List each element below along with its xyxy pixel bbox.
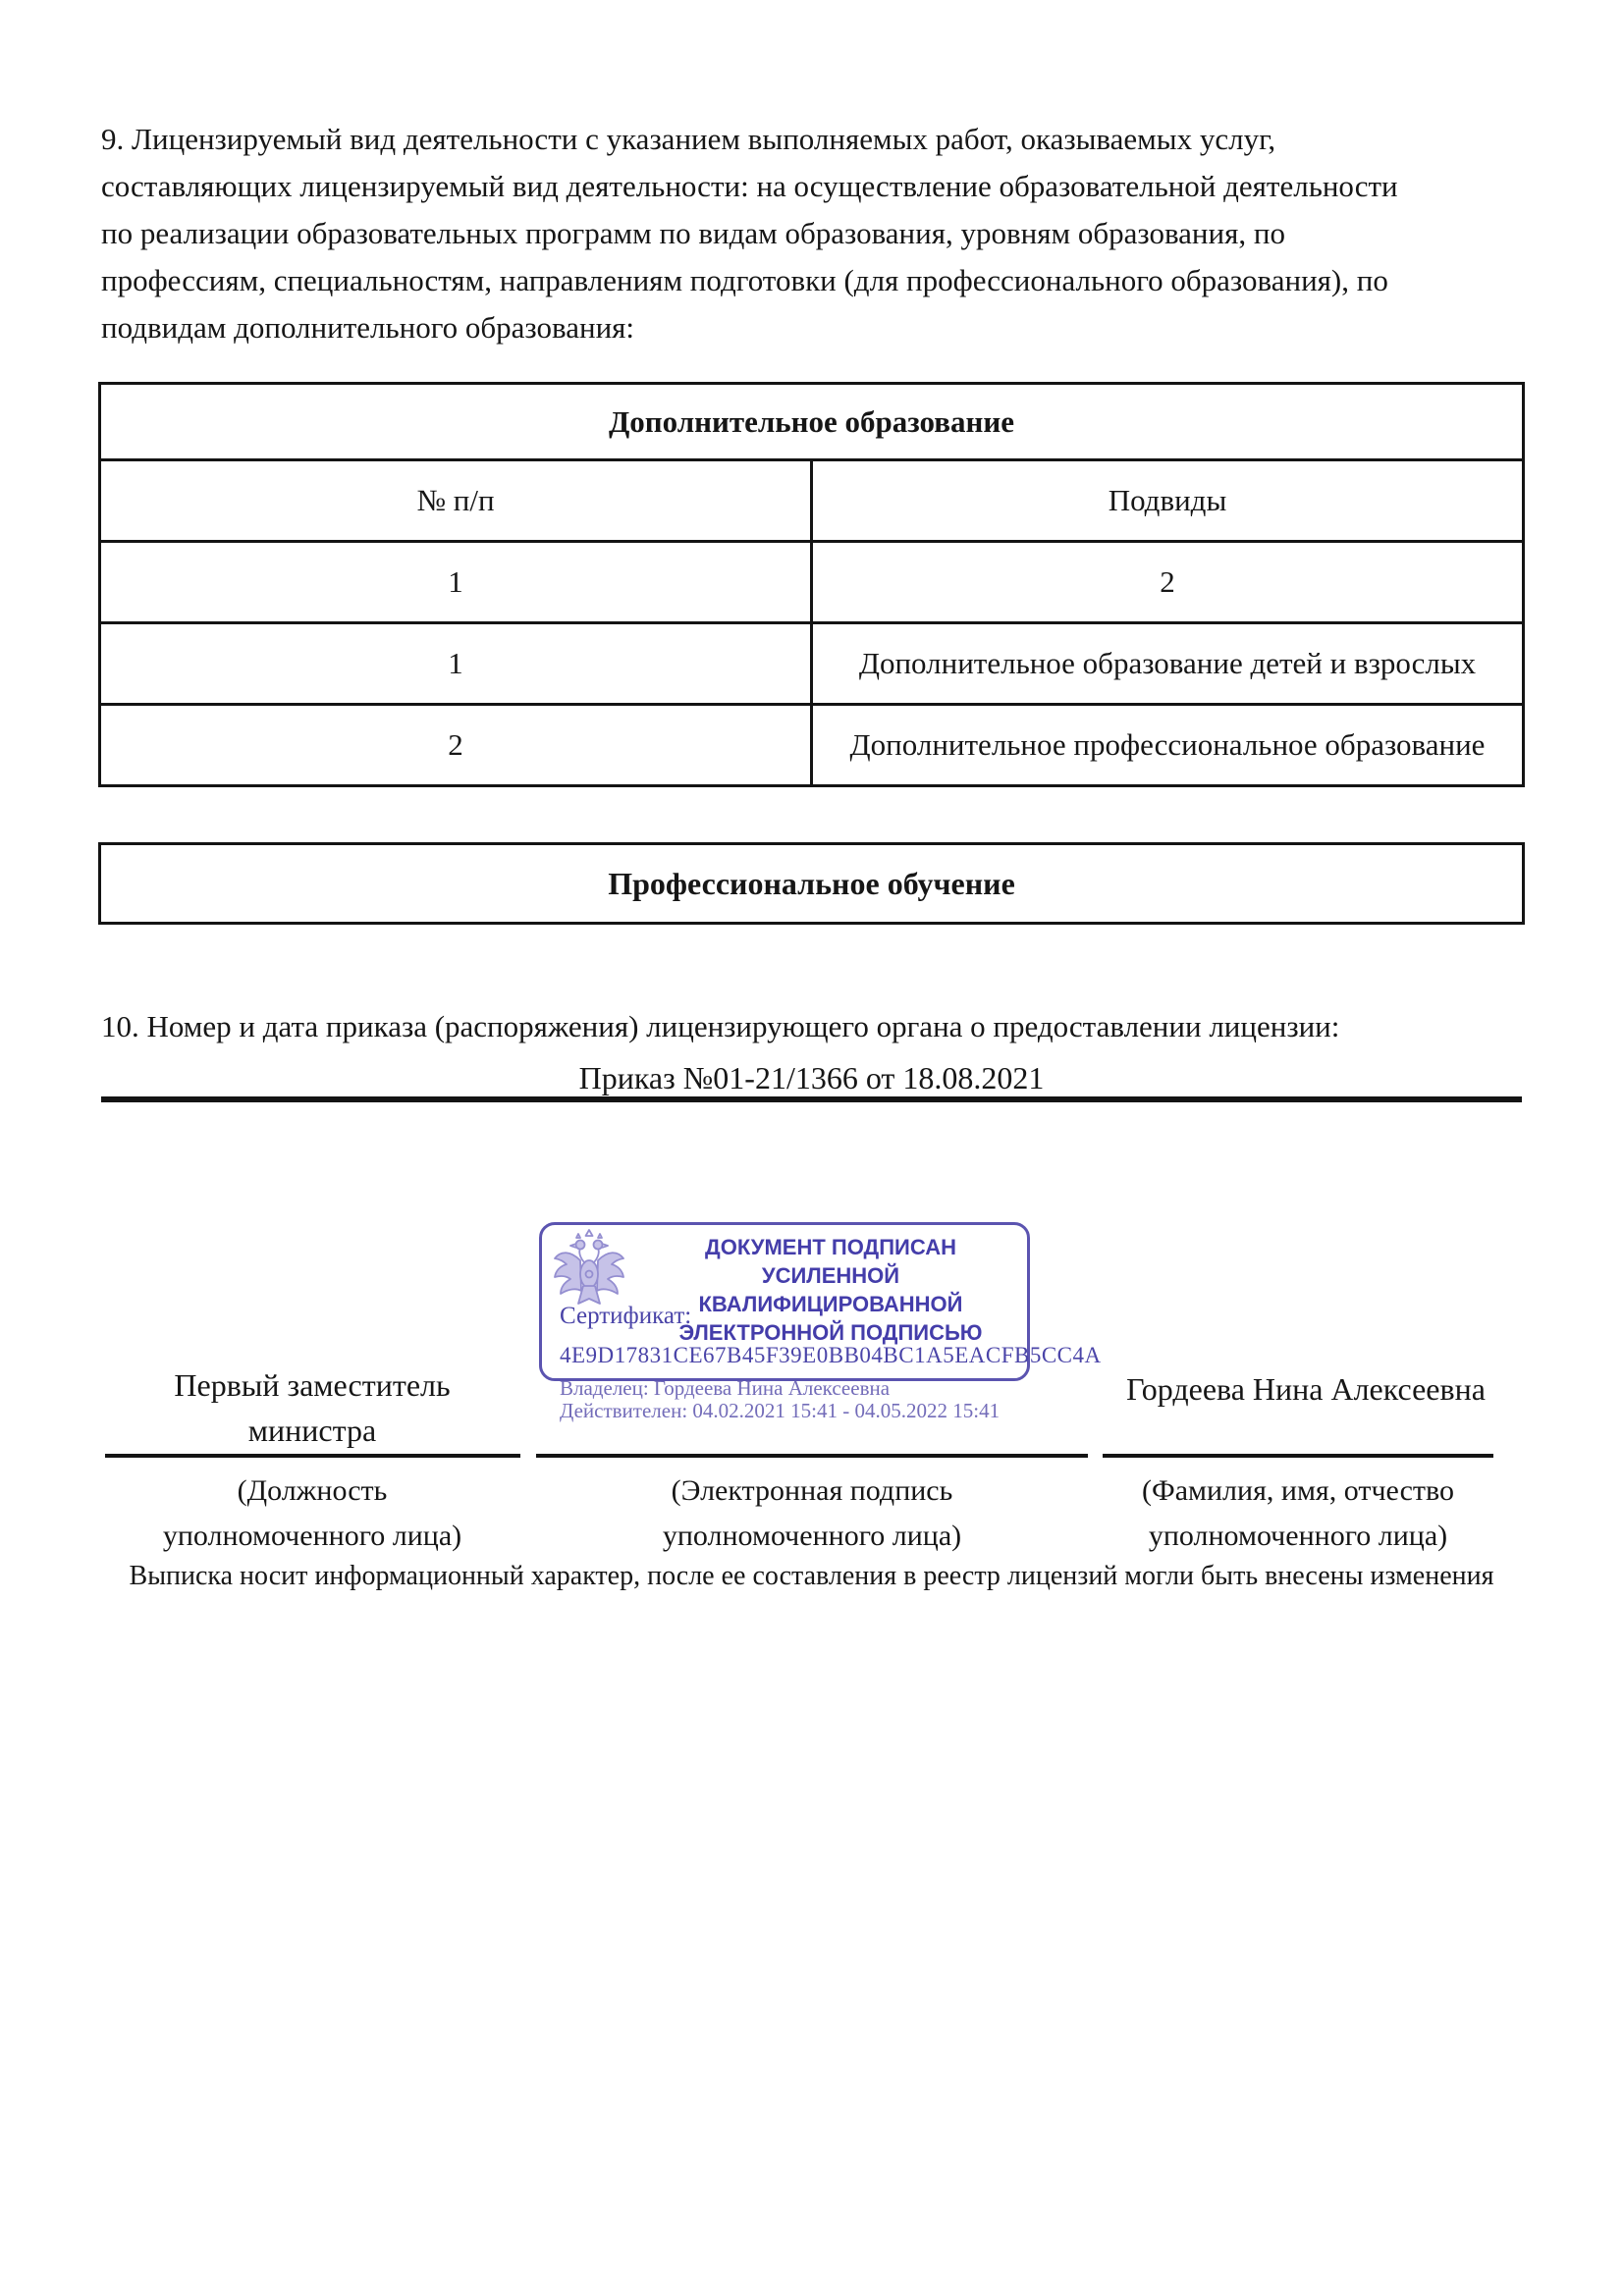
footer-note: Выписка носит информационный характер, после ее составления в реестр лицензий могли быть внесены изменения	[129, 1561, 1494, 1591]
official-full-name: Гордеева Нина Алексеевна	[1126, 1371, 1486, 1407]
signature-line-name	[1103, 1454, 1493, 1458]
official-position	[96, 1362, 528, 1453]
number-cell: 1	[100, 542, 812, 623]
row-number-cell: 1	[100, 623, 812, 705]
paragraph-9	[101, 116, 1544, 351]
paragraph-9-line: подвидам дополнительного образования:	[101, 310, 635, 345]
paragraph-9-line: составляющих лицензируемый вид деятельности: на осуществление образовательной деятельности	[101, 169, 1398, 203]
certificate-owner: Владелец: Гордеева Нина Алексеевна	[560, 1376, 891, 1400]
signature-line-esign	[536, 1454, 1088, 1458]
caption-line: (Должность	[237, 1474, 388, 1507]
table-row	[100, 705, 1524, 786]
number-cell: 2	[812, 542, 1524, 623]
column-header-subtypes: Подвиды	[812, 460, 1524, 542]
row-subtype-cell: Дополнительное образование детей и взрослых	[812, 623, 1524, 705]
order-number-line: Приказ №01-21/1366 от 18.08.2021	[578, 1060, 1045, 1095]
professional-training-title: Профессиональное обучение	[608, 865, 1015, 901]
caption-esign	[536, 1468, 1088, 1559]
stamp-title-line: ДОКУМЕНТ ПОДПИСАН	[705, 1235, 956, 1259]
paragraph-9-line: по реализации образовательных программ по видам образования, уровням образования, по	[101, 216, 1285, 250]
official-position-line: Первый заместитель	[174, 1367, 451, 1403]
caption-line: (Фамилия, имя, отчество	[1142, 1474, 1454, 1507]
row-number-cell: 2	[100, 705, 812, 786]
column-header-number: № п/п	[100, 460, 812, 542]
table-title-row	[100, 384, 1524, 460]
stamp-title	[643, 1233, 1018, 1347]
paragraph-9-line: 9. Лицензируемый вид деятельности с указанием выполняемых работ, оказываемых услуг,	[101, 122, 1276, 156]
caption-full-name	[1033, 1468, 1563, 1559]
caption-line: (Электронная подпись	[671, 1474, 953, 1507]
paragraph-10: 10. Номер и дата приказа (распоряжения) лицензирующего органа о предоставлении лицензии:	[101, 1009, 1340, 1043]
coat-of-arms-icon	[550, 1229, 628, 1308]
certificate-validity: Действителен: 04.02.2021 15:41 - 04.05.2022 15:41	[560, 1399, 1001, 1422]
caption-line: уполномоченного лица)	[662, 1520, 962, 1552]
stamp-title-line: УСИЛЕННОЙ КВАЛИФИЦИРОВАННОЙ	[698, 1263, 963, 1316]
paragraph-9-line: профессиям, специальностям, направлениям подготовки (для профессионального образования), по	[101, 263, 1388, 297]
caption-line: уполномоченного лица)	[1148, 1520, 1448, 1552]
caption-line: уполномоченного лица)	[162, 1520, 462, 1552]
table-row	[100, 623, 1524, 705]
table-header-row	[100, 460, 1524, 542]
additional-education-table	[98, 382, 1525, 787]
certificate-label: Сертификат:	[560, 1303, 692, 1329]
table-title: Дополнительное образование	[100, 384, 1524, 460]
stamp-title-line: ЭЛЕКТРОННОЙ ПОДПИСЬЮ	[678, 1320, 983, 1345]
official-position-line: министра	[247, 1413, 377, 1448]
caption-position	[47, 1468, 577, 1559]
certificate-number: 4E9D17831CE67B45F39E0BB04BC1A5EACFB5CC4A	[560, 1343, 1102, 1367]
order-underline	[101, 1096, 1522, 1102]
row-subtype-cell: Дополнительное профессиональное образование	[812, 705, 1524, 786]
table-number-row	[100, 542, 1524, 623]
professional-training-box	[98, 842, 1525, 925]
signature-line-position	[105, 1454, 520, 1458]
